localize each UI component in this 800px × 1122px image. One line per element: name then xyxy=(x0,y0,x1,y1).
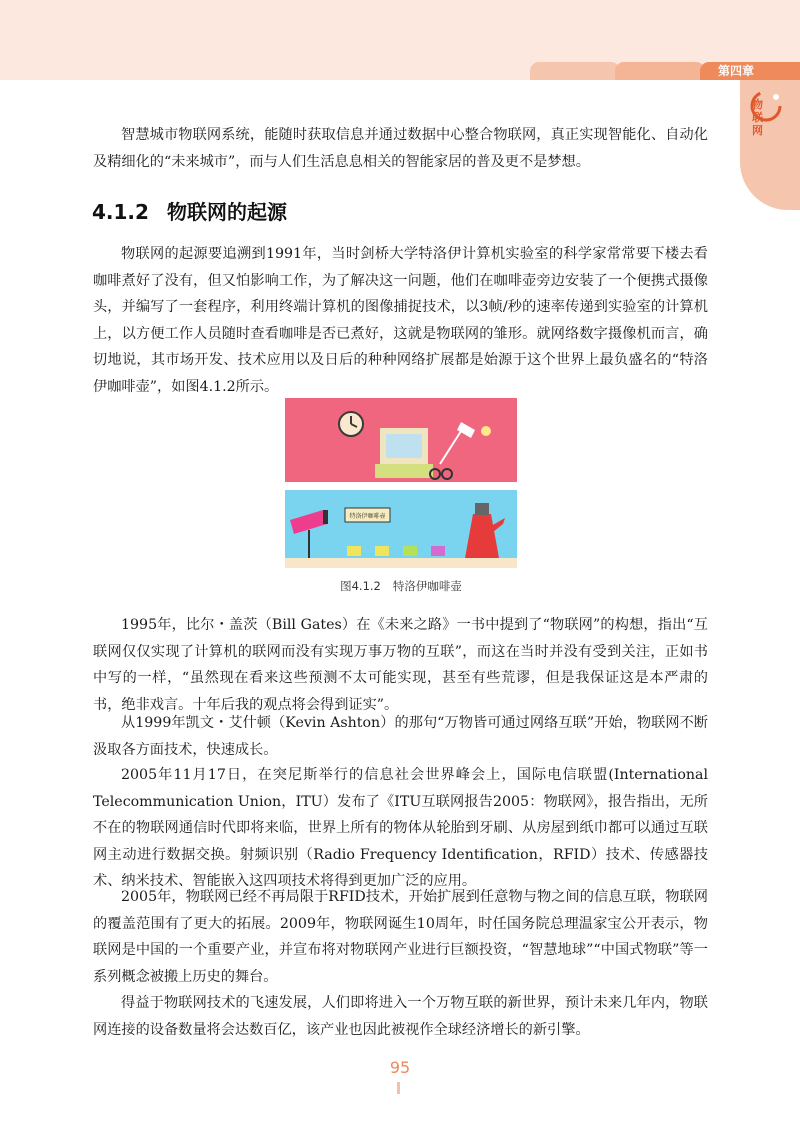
intro-paragraph: 智慧城市物联网系统，能随时获取信息并通过数据中心整合物联网，真正实现智能化、自动化及精细化的“未来城市”，而与人们生活息息相关的智能家居的普及更不是梦想。 xyxy=(93,127,708,170)
body-paragraph: 2005年11月17日，在突尼斯举行的信息社会世界峰会上，国际电信联盟(International Telecommunication Union，ITU）发布了《ITU互联网报告2005：物联网》，报告指出，无所不在的物联网通信时代即将来临，世界上所有的物体从轮胎到牙刷、从房屋到纸巾都可以通过互联网主动进行数据交换。射频识别（Radio Frequency Identification，RFID）技术、传感器技术、纳米技术、智能嵌入这四项技术将得到更加广泛的应用。 xyxy=(93,767,708,889)
section-title: 物联网的起源 xyxy=(166,200,287,224)
header-tab-decor xyxy=(615,62,705,80)
trojan-coffee-pot-illustration xyxy=(285,398,517,568)
body-paragraph: 1995年，比尔・盖茨（Bill Gates）在《未来之路》一书中提到了“物联网”的构想，指出“互联网仅仅实现了计算机的联网而没有实现万事万物的互联”，而这在当时并没有受到关注，正如书中写的一样，“虽然现在看来这些预测不太可能实现，甚至有些荒谬，但是我保证这是本严肃的书，绝非戏言。十年后我的观点将会得到证实”。 xyxy=(93,617,708,713)
body-paragraph: 物联网的起源要追溯到1991年，当时剑桥大学特洛伊计算机实验室的科学家常常要下楼去看咖啡煮好了没有，但又怕影响工作，为了解决这一问题，他们在咖啡壶旁边安装了一个便携式摄像头，并编写了一套程序，利用终端计算机的图像捕捉技术，以3帧/秒的速率传递到实验室的计算机上，以方便工作人员随时查看咖啡是否已煮好，这就是物联网的雏形。就网络数字摄像机而言，确切地说，其市场开发、技术应用以及日后的种种网络扩展都是始源于这个世界上最负盛名的“特洛伊咖啡壶”，如图4.1.2所示。 xyxy=(93,246,708,395)
header-tab-decor xyxy=(530,62,620,80)
body-paragraph: 得益于物联网技术的飞速发展，人们即将进入一个万物互联的新世界，预计未来几年内，物联网连接的设备数量将会达数百亿，该产业也因此被视作全球经济增长的新引擎。 xyxy=(93,995,708,1038)
section-number: 4.1.2 xyxy=(92,200,149,224)
figure-caption-title: 特洛伊咖啡壶 xyxy=(392,579,462,593)
section-heading xyxy=(92,196,287,225)
figure-sign-text: 特洛伊咖啡壶 xyxy=(349,513,386,520)
figure-caption-number: 图4.1.2 xyxy=(340,579,381,593)
figure-caption xyxy=(285,578,517,594)
side-chapter-label: 物联网 xyxy=(752,98,763,137)
chapter-label: 第四章 xyxy=(700,62,800,80)
page-number: 95 xyxy=(389,1058,411,1077)
body-paragraph: 从1999年凯文・艾什顿（Kevin Ashton）的那句“万物皆可通过网络互联”开始，物联网不断汲取各方面技术，快速成长。 xyxy=(93,715,708,758)
body-paragraph: 2005年，物联网已经不再局限于RFID技术，开始扩展到任意物与物之间的信息互联，物联网的覆盖范围有了更大的拓展。2009年，物联网诞生10周年，时任国务院总理温家宝公开表示，物联网是中国的一个重要产业，并宣布将对物联网产业进行巨额投资，“智慧地球”“中国式物联”等一系列概念被搬上历史的舞台。 xyxy=(93,889,708,985)
page-number-decor xyxy=(397,1082,400,1094)
